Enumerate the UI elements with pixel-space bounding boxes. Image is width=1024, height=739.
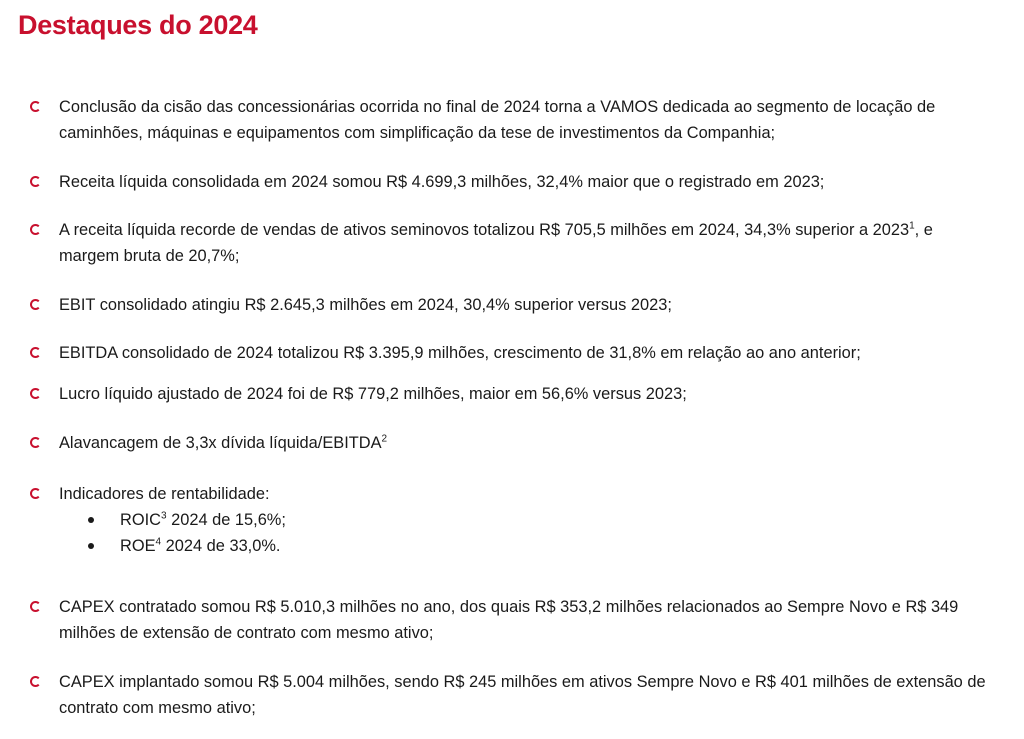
circle-bullet-icon <box>30 101 41 112</box>
list-item-text: EBITDA consolidado de 2024 totalizou R$ 3.395,9 milhões, crescimento de 31,8% em relação ao ano anterior; <box>59 344 861 362</box>
list-item-text <box>59 217 990 269</box>
list-item <box>30 594 990 646</box>
circle-bullet-icon <box>30 299 41 310</box>
circle-bullet-icon <box>30 388 41 399</box>
list-item <box>30 381 990 407</box>
sub-list-item <box>88 533 588 559</box>
list-item-text-part: Alavancagem de 3,3x dívida líquida/EBITDA <box>59 434 382 452</box>
list-item <box>30 481 990 507</box>
dot-bullet-icon <box>88 543 94 549</box>
list-item-text: Conclusão da cisão das concessionárias ocorrida no final de 2024 torna a VAMOS dedicada ao segmento de locação de caminhões, máquinas e equipamentos com simplificação da tese de investimentos da Companhia; <box>59 98 936 142</box>
list-item-text: CAPEX contratado somou R$ 5.010,3 milhões no ano, dos quais R$ 353,2 milhões relacionados ao Sempre Novo e R$ 349 milhões de extensão de contrato com mesmo ativo; <box>59 598 959 642</box>
sub-item-label: ROIC <box>120 511 161 529</box>
list-item-text: CAPEX implantado somou R$ 5.004 milhões, sendo R$ 245 milhões em ativos Sempre Novo e R$ 401 milhões de extensão de contrato com mesmo ativo; <box>59 673 986 717</box>
page-title: Destaques do 2024 <box>18 10 258 40</box>
circle-bullet-icon <box>30 601 41 612</box>
list-item-text <box>59 430 990 456</box>
sub-list <box>88 507 588 559</box>
circle-bullet-icon <box>30 437 41 448</box>
footnote-marker: 4 <box>155 536 162 548</box>
footnote-marker: 2 <box>381 433 388 445</box>
circle-bullet-icon <box>30 224 41 235</box>
list-item-text-part: A receita líquida recorde de vendas de ativos seminovos totalizou R$ 705,5 milhões em 2024, 34,3% superior a 2023 <box>59 221 910 239</box>
list-item <box>30 340 990 366</box>
list-item-text: Lucro líquido ajustado de 2024 foi de R$ 779,2 milhões, maior em 56,6% versus 2023; <box>59 385 687 403</box>
list-item-text-part: , e margem bruta de 20,7%; <box>59 221 933 265</box>
list-item <box>30 292 990 318</box>
sub-list-item <box>88 507 588 533</box>
list-item <box>30 669 990 721</box>
list-item-text: Indicadores de rentabilidade: <box>59 485 270 503</box>
circle-bullet-icon <box>30 488 41 499</box>
list-item <box>30 94 990 146</box>
sub-item-label: ROE <box>120 537 156 555</box>
list-item <box>30 169 990 195</box>
footnote-marker: 1 <box>909 220 915 232</box>
sub-item-value: 2024 de 15,6%; <box>166 511 286 529</box>
list-item-text: EBIT consolidado atingiu R$ 2.645,3 milhões em 2024, 30,4% superior versus 2023; <box>59 296 672 314</box>
sub-item-value: 2024 de 33,0%. <box>161 537 281 555</box>
footnote-marker: 3 <box>160 510 167 522</box>
list-item-text: Receita líquida consolidada em 2024 somou R$ 4.699,3 milhões, 32,4% maior que o registrado em 2023; <box>59 173 825 191</box>
circle-bullet-icon <box>30 347 41 358</box>
list-item <box>30 430 990 456</box>
list-item <box>30 217 990 269</box>
circle-bullet-icon <box>30 176 41 187</box>
dot-bullet-icon <box>88 517 94 523</box>
circle-bullet-icon <box>30 676 41 687</box>
